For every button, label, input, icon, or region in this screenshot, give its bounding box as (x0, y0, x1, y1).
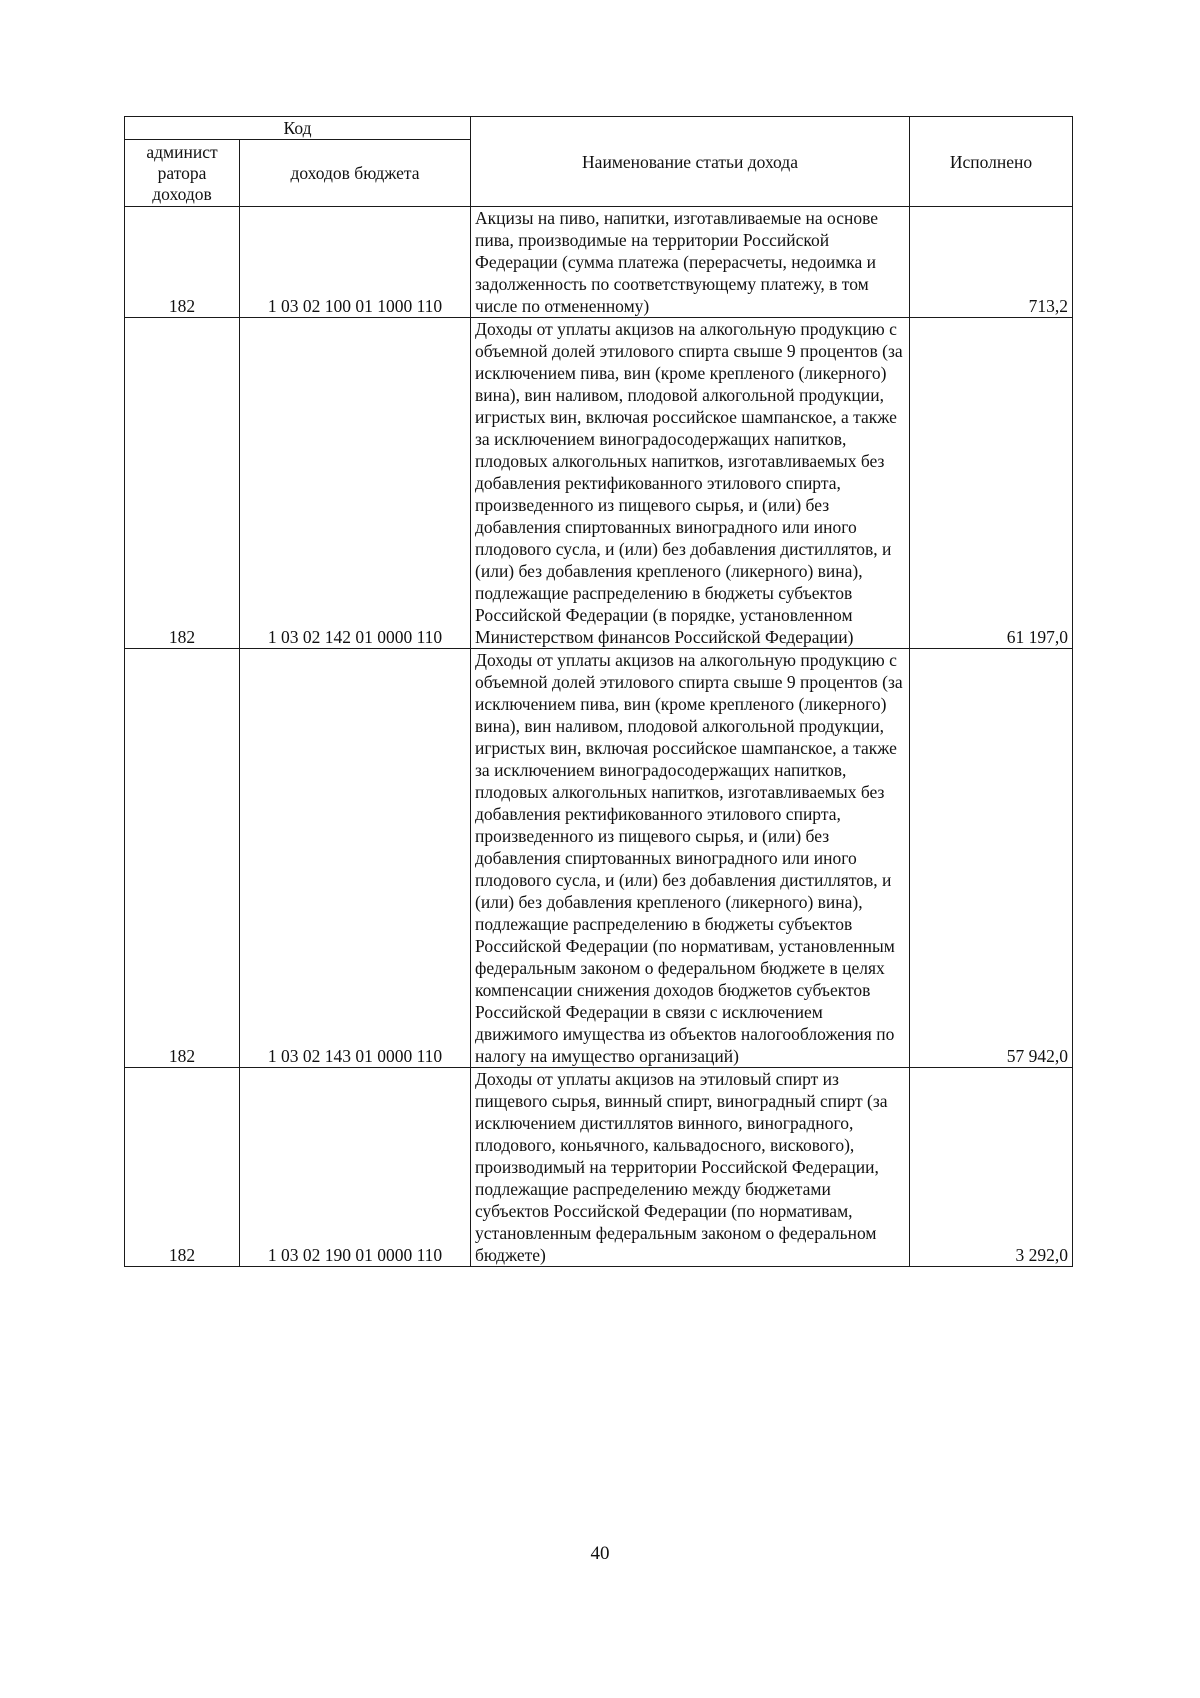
amount-cell: 57 942,0 (910, 649, 1073, 1068)
revenue-name-cell: Доходы от уплаты акцизов на алкогольную продукцию с объемной долей этилового спирта свыше 9 процентов (за исключением пива, вин (кроме крепленого (ликерного) вина), вин наливом, плодовой алкогольной продукции, игристых вин, включая российское шампанское, а также за исключением виноградосодержащих напитков, плодовых алкогольных напитков, изготавливаемых без добавления ректификованного этилового спирта, произведенного из пищевого сырья, и (или) без добавления спиртованных виноградного или иного плодового сусла, и (или) без добавления дистиллятов, и (или) без добавления крепленого (ликерного) вина), подлежащие распределению в бюджеты субъектов Российской Федерации (по нормативам, установленным федеральным законом о федеральном бюджете в целях компенсации снижения доходов бюджетов субъектов Российской Федерации в связи с исключением движимого имущества из объектов налогообложения по налогу на имущество организаций) (471, 649, 910, 1068)
header-admin-text: админист ратора доходов (146, 141, 218, 204)
amount-cell: 3 292,0 (910, 1068, 1073, 1267)
amount-cell: 713,2 (910, 207, 1073, 318)
revenue-code-cell: 1 03 02 143 01 0000 110 (240, 649, 471, 1068)
header-admin (125, 140, 240, 207)
admin-code-cell: 182 (125, 1068, 240, 1267)
table-row (125, 207, 1073, 318)
revenue-code-cell: 1 03 02 142 01 0000 110 (240, 318, 471, 649)
table-row (125, 649, 1073, 1068)
page-number: 40 (590, 1543, 610, 1564)
revenue-name-cell: Доходы от уплаты акцизов на этиловый спирт из пищевого сырья, винный спирт, виноградный спирт (за исключением дистиллятов винного, виноградного, плодового, коньячного, кальвадосного, вискового), производимый на территории Российской Федерации, подлежащие распределению между бюджетами субъектов Российской Федерации (по нормативам, установленным федеральным законом о федеральном бюджете) (471, 1068, 910, 1267)
table-row (125, 1068, 1073, 1267)
header-row-top (125, 117, 1073, 140)
revenue-name-cell: Доходы от уплаты акцизов на алкогольную продукцию с объемной долей этилового спирта свыше 9 процентов (за исключением пива, вин (кроме крепленого (ликерного) вина), вин наливом, плодовой алкогольной продукции, игристых вин, включая российское шампанское, а также за исключением виноградосодержащих напитков, плодовых алкогольных напитков, изготавливаемых без добавления ректификованного этилового спирта, произведенного из пищевого сырья, и (или) без добавления спиртованных виноградного или иного плодового сусла, и (или) без добавления дистиллятов, и (или) без добавления крепленого (ликерного) вина), подлежащие распределению в бюджеты субъектов Российской Федерации (в порядке, установленном Министерством финансов Российской Федерации) (471, 318, 910, 649)
revenue-code-cell: 1 03 02 100 01 1000 110 (240, 207, 471, 318)
amount-cell: 61 197,0 (910, 318, 1073, 649)
table-row (125, 318, 1073, 649)
header-name: Наименование статьи дохода (471, 117, 910, 207)
header-revenue-code: доходов бюджета (240, 140, 471, 207)
header-executed: Исполнено (910, 117, 1073, 207)
revenue-name-cell: Акцизы на пиво, напитки, изготавливаемые на основе пива, производимые на территории Российской Федерации (сумма платежа (перерасчеты, недоимка и задолженность по соответствующему платежу, в том числе по отмененному) (471, 207, 910, 318)
revenue-table (124, 116, 1073, 1267)
header-code-group: Код (125, 117, 471, 140)
admin-code-cell: 182 (125, 318, 240, 649)
revenue-code-cell: 1 03 02 190 01 0000 110 (240, 1068, 471, 1267)
admin-code-cell: 182 (125, 207, 240, 318)
admin-code-cell: 182 (125, 649, 240, 1068)
